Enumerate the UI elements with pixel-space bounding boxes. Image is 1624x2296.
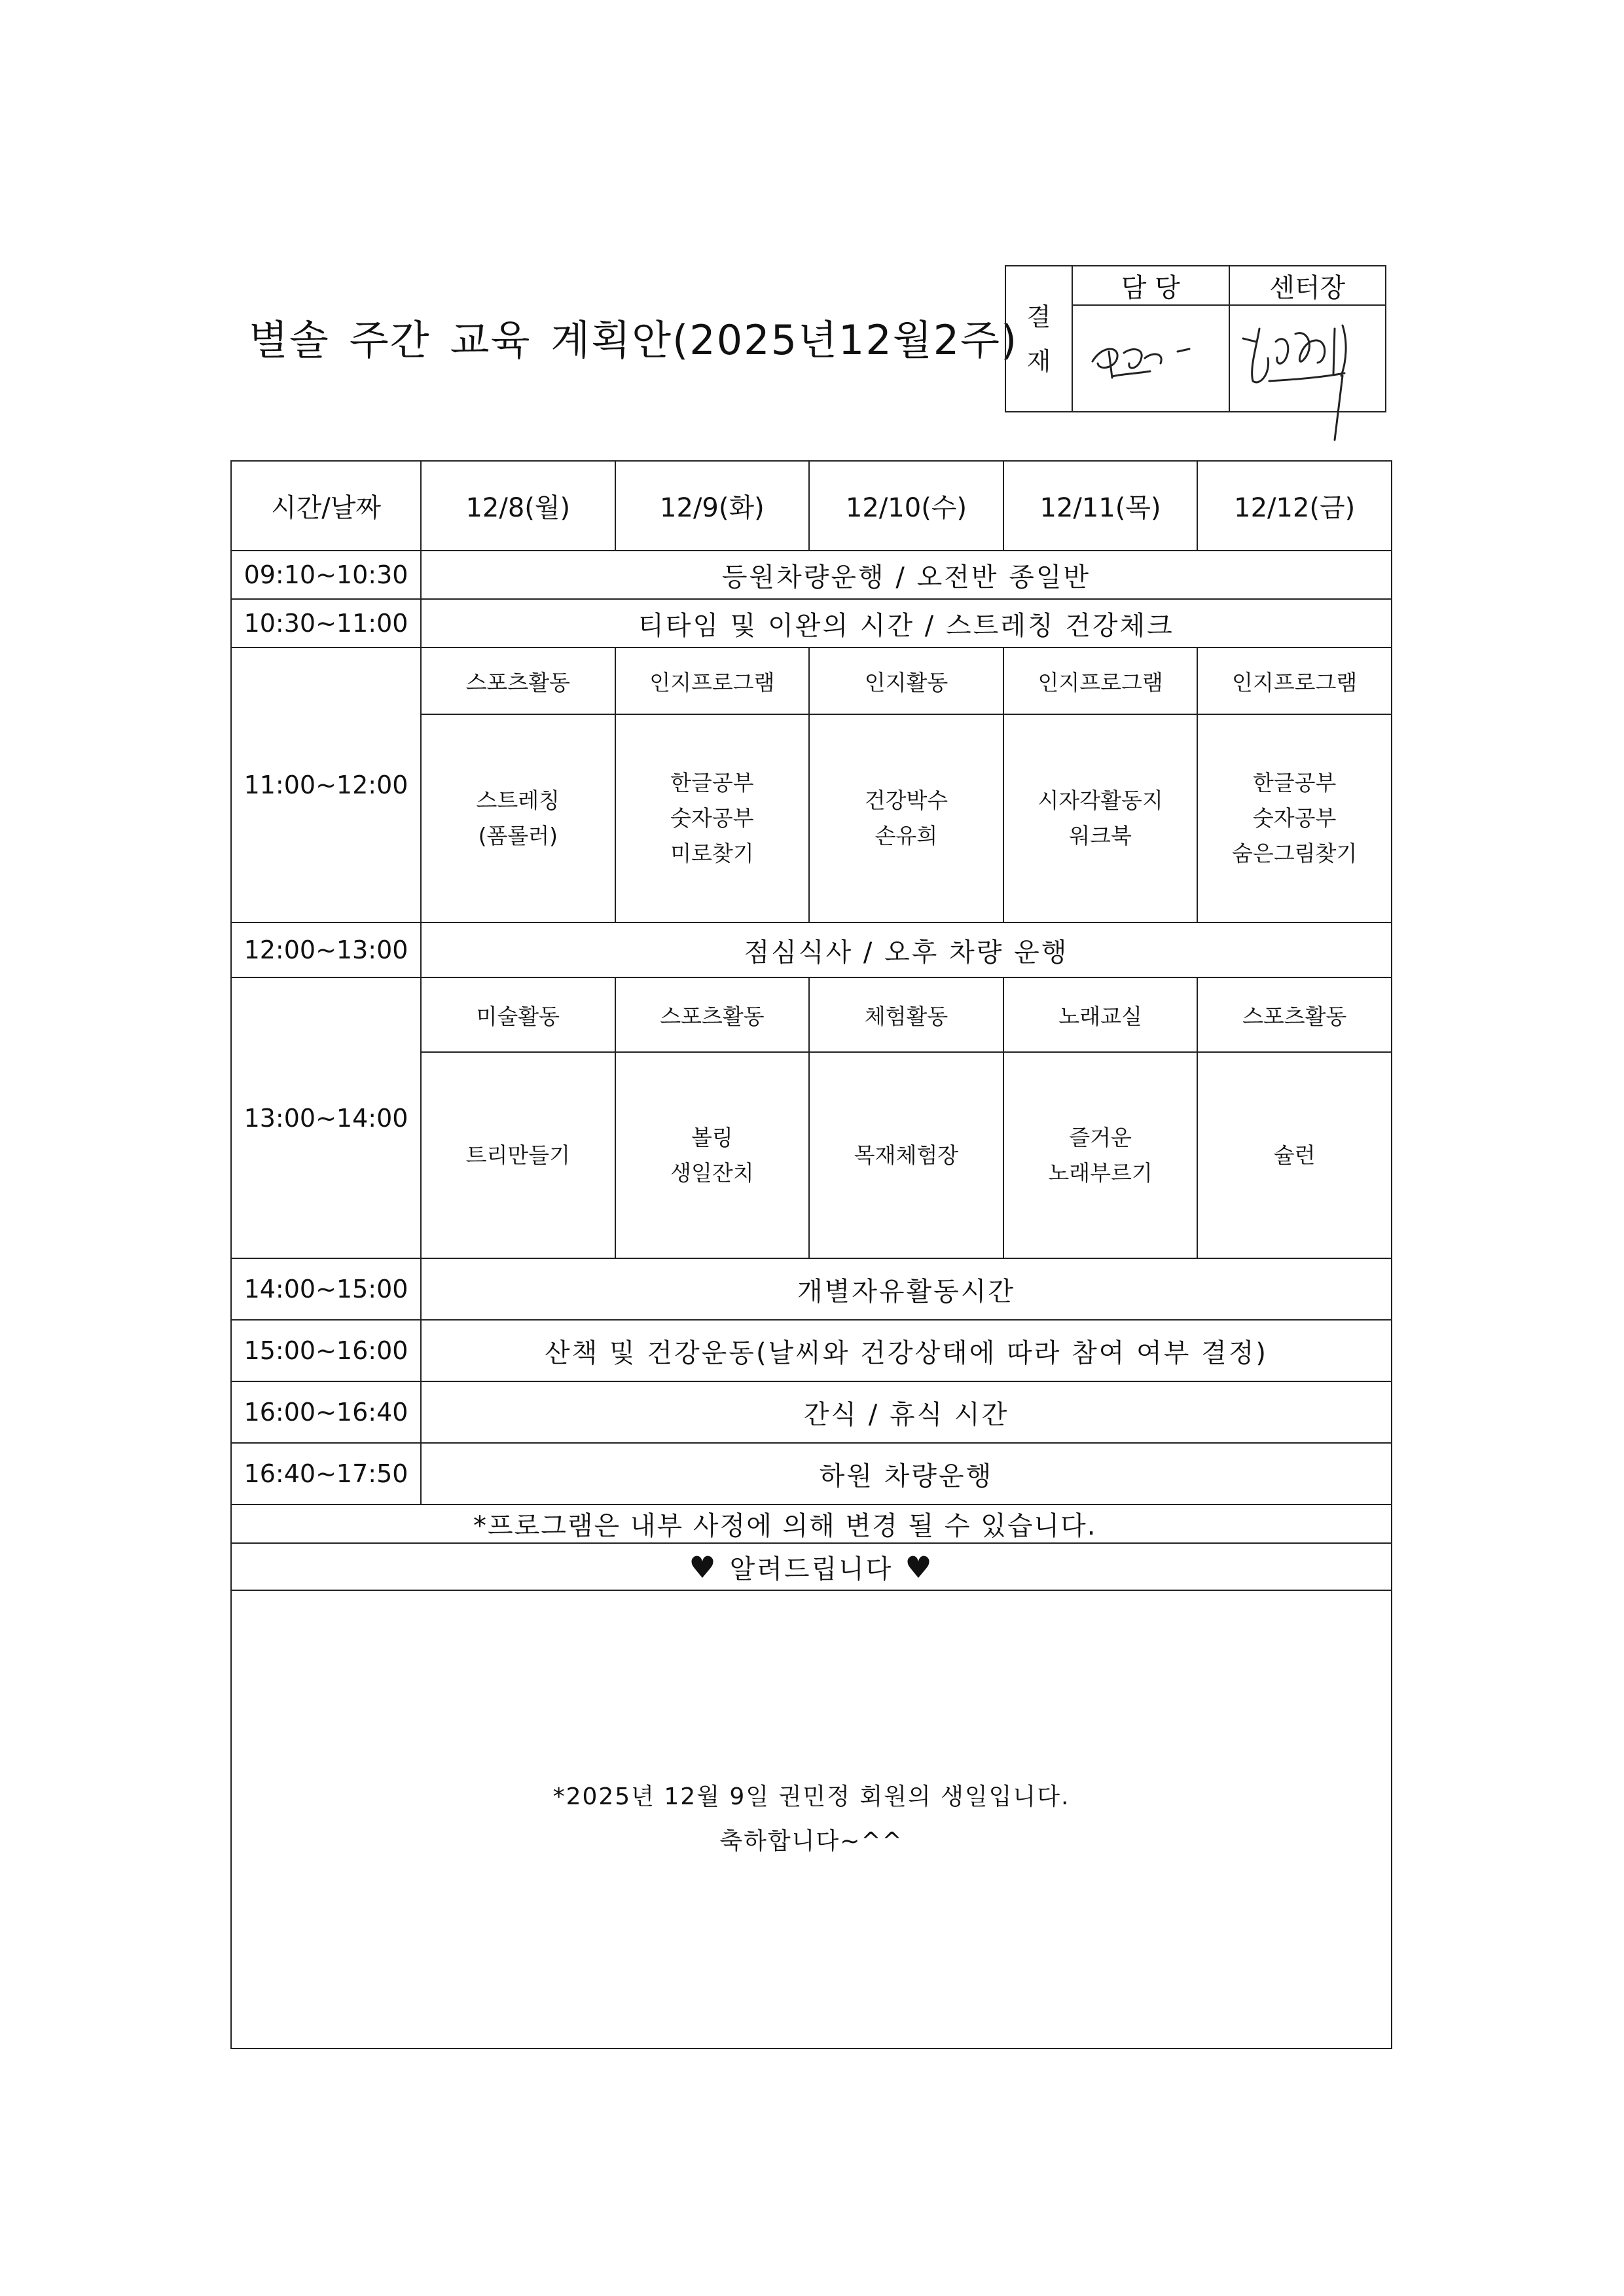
activity-cell: 하원 차량운행 <box>421 1443 1392 1504</box>
approval-col-manager: 담 당 <box>1072 266 1229 305</box>
title-word: 교육 <box>450 316 532 364</box>
table-row <box>231 647 1392 714</box>
approval-col-director: 센터장 <box>1229 266 1386 305</box>
category-cell: 인지프로그램 <box>615 647 810 714</box>
activity-cell: 슐런 <box>1197 1052 1392 1258</box>
signature-manager <box>1072 305 1229 412</box>
notice-line: 축하합니다~^^ <box>719 1828 903 1855</box>
category-cell: 미술활동 <box>421 977 615 1052</box>
change-notice: *프로그램은 내부 사정에 의해 변경 될 수 있습니다. <box>421 1504 1392 1543</box>
approval-box <box>1005 265 1386 412</box>
header-day: 12/11(목) <box>1003 461 1198 551</box>
header-day: 12/9(화) <box>615 461 810 551</box>
time-cell: 10:30~11:00 <box>231 599 421 647</box>
header-day: 12/12(금) <box>1197 461 1392 551</box>
heart-icon: ♥ <box>905 1549 934 1585</box>
title-word: 별솔 <box>249 316 330 364</box>
category-cell: 노래교실 <box>1003 977 1198 1052</box>
notice-body <box>231 1590 1392 2049</box>
activity-cell: 개별자유활동시간 <box>421 1258 1392 1320</box>
signature-director <box>1229 305 1386 412</box>
table-row <box>231 599 1392 647</box>
table-row <box>231 1258 1392 1320</box>
activity-cell: 점심식사 / 오후 차량 운행 <box>421 922 1392 977</box>
activity-cell: 한글공부 숫자공부 미로찾기 <box>615 714 810 922</box>
time-cell: 15:00~16:00 <box>231 1320 421 1381</box>
activity-cell: 한글공부 숫자공부 숨은그림찾기 <box>1197 714 1392 922</box>
header-time-date: 시간/날짜 <box>231 461 421 551</box>
table-row <box>231 1504 1392 1543</box>
activity-cell: 간식 / 휴식 시간 <box>421 1381 1392 1443</box>
activity-cell: 볼링 생일잔치 <box>615 1052 810 1258</box>
time-cell: 11:00~12:00 <box>231 647 421 922</box>
page-title <box>249 308 1018 366</box>
table-row <box>231 551 1392 599</box>
header-day: 12/10(수) <box>809 461 1003 551</box>
table-row <box>231 1320 1392 1381</box>
heart-icon: ♥ <box>689 1549 718 1585</box>
time-cell: 16:00~16:40 <box>231 1381 421 1443</box>
activity-cell: 건강박수 손유희 <box>809 714 1003 922</box>
time-cell: 12:00~13:00 <box>231 922 421 977</box>
signature-manager-mark <box>1073 306 1230 410</box>
activity-cell: 산책 및 건강운동(날씨와 건강상태에 따라 참여 여부 결정) <box>421 1320 1392 1381</box>
schedule-header-row <box>231 461 1392 551</box>
approval-label: 결 재 <box>1005 266 1072 412</box>
category-cell: 인지활동 <box>809 647 1003 714</box>
table-row <box>231 1443 1392 1504</box>
category-cell: 스포츠활동 <box>615 977 810 1052</box>
table-row <box>231 1381 1392 1443</box>
signature-director-mark <box>1230 302 1387 446</box>
activity-cell: 즐거운 노래부르기 <box>1003 1052 1198 1258</box>
activity-cell: 목재체험장 <box>809 1052 1003 1258</box>
activity-cell: 티타임 및 이완의 시간 / 스트레칭 건강체크 <box>421 599 1392 647</box>
category-cell: 스포츠활동 <box>421 647 615 714</box>
time-cell: 16:40~17:50 <box>231 1443 421 1504</box>
activity-cell: 스트레칭 (폼롤러) <box>421 714 615 922</box>
table-row <box>231 1590 1392 2049</box>
header-day: 12/8(월) <box>421 461 615 551</box>
table-row <box>231 922 1392 977</box>
notice-heading: ♥ 알려드립니다 ♥ <box>231 1543 1392 1590</box>
time-cell: 14:00~15:00 <box>231 1258 421 1320</box>
category-cell: 인지프로그램 <box>1197 647 1392 714</box>
table-row <box>231 1543 1392 1590</box>
category-cell: 체험활동 <box>809 977 1003 1052</box>
category-cell: 인지프로그램 <box>1003 647 1198 714</box>
table-row <box>231 977 1392 1052</box>
activity-cell: 트리만들기 <box>421 1052 615 1258</box>
note-spacer <box>231 1504 421 1543</box>
schedule-table <box>230 460 1392 2049</box>
notice-line: *2025년 12월 9일 권민정 회원의 생일입니다. <box>552 1783 1070 1810</box>
activity-cell: 시자각활동지 워크북 <box>1003 714 1198 922</box>
title-word: 계획안(2025년12월2주) <box>550 316 1019 364</box>
title-word: 주간 <box>349 316 431 364</box>
activity-cell: 등원차량운행 / 오전반 종일반 <box>421 551 1392 599</box>
time-cell: 09:10~10:30 <box>231 551 421 599</box>
time-cell: 13:00~14:00 <box>231 977 421 1258</box>
category-cell: 스포츠활동 <box>1197 977 1392 1052</box>
